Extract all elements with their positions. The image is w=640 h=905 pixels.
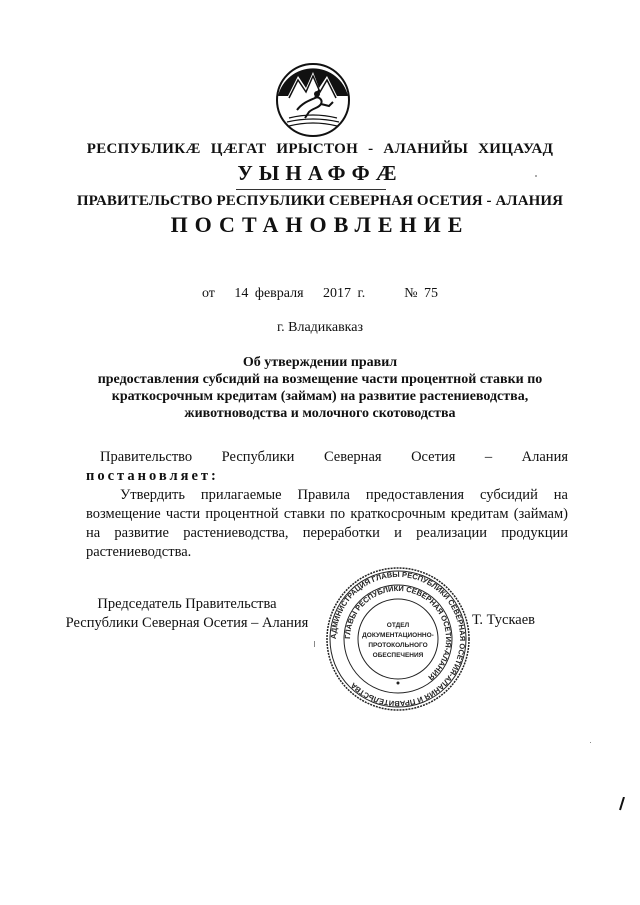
coat-of-arms-emblem-icon bbox=[275, 62, 351, 138]
stamp-center-line: ПРОТОКОЛЬНОГО bbox=[368, 642, 428, 649]
scan-mark bbox=[314, 641, 315, 647]
date-number-line: от 14 февраля 2017 г. № 75 bbox=[201, 286, 439, 301]
header-ossetian-decree: УЫНАФФÆ bbox=[237, 161, 403, 185]
title-line: животноводства и молочного скотоводства bbox=[184, 406, 456, 421]
position-line: Председатель Правительства bbox=[97, 596, 277, 612]
body-resolves: постановляет: bbox=[86, 468, 219, 484]
header-underline bbox=[236, 189, 386, 190]
official-stamp-icon bbox=[324, 565, 472, 713]
header-ossetian-government: РЕСПУБЛИКÆ ЦÆГАТ ИРЫСТОН - АЛАНИЙЫ ХИЦАУАД bbox=[86, 141, 554, 157]
stamp-center-line: ДОКУМЕНТАЦИОННО- bbox=[362, 632, 434, 639]
signatory-position bbox=[62, 595, 312, 633]
body-paragraph bbox=[86, 486, 568, 562]
document-title bbox=[0, 354, 640, 422]
header-russian-decree: ПОСТАНОВЛЕНИЕ bbox=[170, 212, 470, 237]
signatory-name: Т. Тускаев bbox=[472, 612, 536, 628]
city: г. Владикавказ bbox=[276, 320, 364, 335]
body-intro-line bbox=[86, 448, 568, 467]
position-line: Республики Северная Осетия – Алания bbox=[65, 615, 309, 631]
title-line: краткосрочным кредитам (займам) на развитие растениеводства, bbox=[111, 389, 529, 404]
stamp-center-line: ОТДЕЛ bbox=[386, 622, 410, 629]
stamp-center-line: ОБЕСПЕЧЕНИЯ bbox=[372, 652, 424, 659]
body-paragraph-text: Утвердить прилагаемые Правила предоставления субсидий на возмещение части процентной ставки по краткосрочным кредитам (займам) на развитие растениеводства, переработки и реализации продукции растениеводства. bbox=[86, 487, 568, 560]
stamp-inner-text: ГЛАВЫ РЕСПУБЛИКИ СЕВЕРНАЯ ОСЕТИЯ-АЛАНИЯ bbox=[342, 583, 454, 683]
header-russian-government: ПРАВИТЕЛЬСТВО РЕСПУБЛИКИ СЕВЕРНАЯ ОСЕТИЯ - АЛАНИЯ bbox=[76, 193, 564, 209]
scan-mark bbox=[590, 742, 591, 743]
title-line: Об утверждении правил bbox=[242, 355, 398, 370]
stamp-outer-text: АДМИНИСТРАЦИЯ ГЛАВЫ РЕСПУБЛИКИ СЕВЕРНАЯ ОСЕТИЯ-АЛАНИЯ И ПРАВИТЕЛЬСТВА bbox=[328, 569, 468, 709]
title-line: предоставления субсидий на возмещение части процентной ставки по bbox=[97, 372, 543, 387]
pen-mark-icon bbox=[619, 797, 623, 809]
scan-mark bbox=[535, 175, 537, 177]
body-intro-text: Правительство Республики Северная Осетия – Алания bbox=[100, 449, 568, 465]
